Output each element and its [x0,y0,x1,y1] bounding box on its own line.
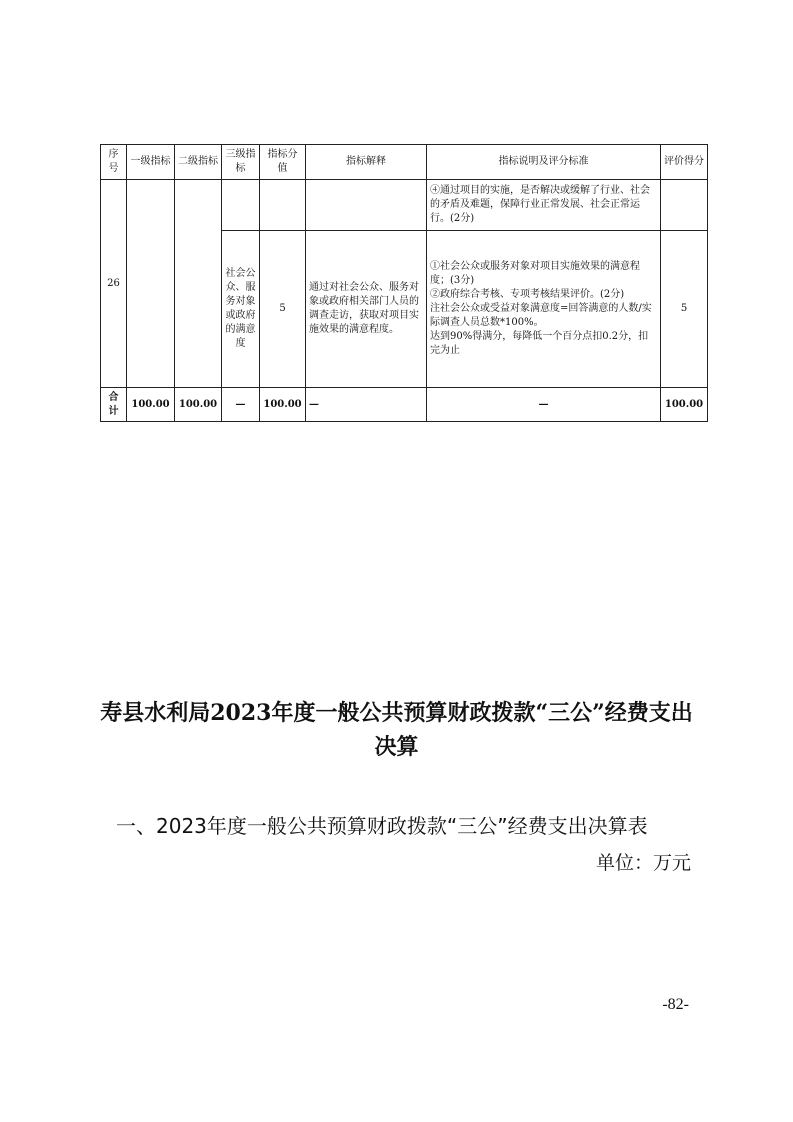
header-criteria: 指标说明及评分标准 [427,145,661,180]
header-score: 指标分值 [260,145,306,180]
cell-explanation-empty [306,180,427,231]
performance-table [100,144,708,422]
page-title: 寿县水利局2023年度一般公共预算财政拨款“三公”经费支出决算 [100,700,693,760]
cell-eval-score: 5 [661,231,708,388]
cell-level1 [127,180,175,388]
cell-level3-empty [222,180,260,231]
cell-total-level2: 100.00 [175,388,222,422]
cell-total-criteria: — [427,388,661,422]
cell-seq: 26 [101,180,127,388]
unit-label: 单位：万元 [595,852,691,874]
header-eval-score: 评价得分 [661,145,708,180]
cell-total-score: 100.00 [260,388,306,422]
cell-total-label: 合计 [101,388,127,422]
header-level2: 二级指标 [175,145,222,180]
header-explanation: 指标解释 [306,145,427,180]
cell-score-empty [260,180,306,231]
cell-score: 5 [260,231,306,388]
cell-eval-empty [661,180,708,231]
header-level1: 一级指标 [127,145,175,180]
cell-total-level1: 100.00 [127,388,175,422]
cell-total-eval: 100.00 [661,388,708,422]
page-number: -82- [662,996,689,1013]
cell-explanation: 通过对社会公众、服务对象或政府相关部门人员的调查走访，获取对项目实施效果的满意程度。 [306,231,427,388]
cell-level3: 社会公众、服务对象或政府的满意度 [222,231,260,388]
table-row [101,180,708,231]
cell-total-explanation: — [306,388,427,422]
section-subtitle: 一、2023年度一般公共预算财政拨款“三公”经费支出决算表 [116,814,648,838]
table-total-row [101,388,708,422]
cell-level2 [175,180,222,388]
table-header-row [101,145,708,180]
cell-total-level3: — [222,388,260,422]
header-level3: 三级指标 [222,145,260,180]
cell-criteria-continued: ④通过项目的实施，是否解决或缓解了行业、社会的矛盾及难题，保障行业正常发展、社会正常运行。(2分) [427,180,661,231]
cell-criteria: ①社会公众或服务对象对项目实施效果的满意程度；(3分) ②政府综合考核、专项考核结果评价。(2分) 注社会公众或受益对象满意度=回答满意的人数/实际调查人员总数*100%。 达到90%得满分，每降低一个百分点扣0.2分，扣完为止 [427,231,661,388]
header-seq: 序号 [101,145,127,180]
